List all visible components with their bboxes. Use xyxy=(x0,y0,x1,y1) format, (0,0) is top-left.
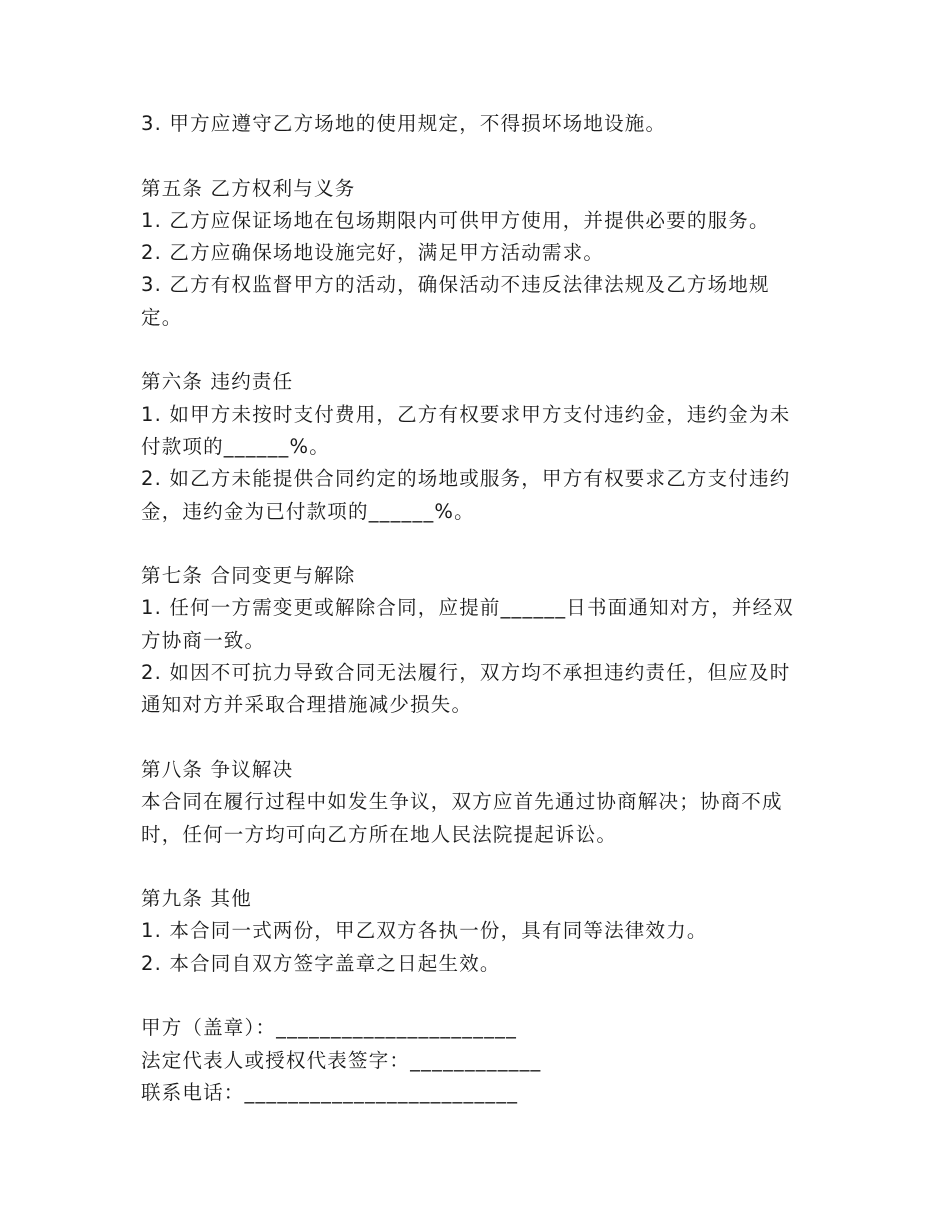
party-a-seal-field: 甲方（盖章）：______________________ xyxy=(141,1016,518,1040)
article-6-heading: 第六条 违约责任 xyxy=(141,370,294,394)
spacer xyxy=(141,528,809,560)
article-5-heading: 第五条 乙方权利与义务 xyxy=(141,176,356,200)
clause-text: 本合同在履行过程中如发生争议，双方应首先通过协商解决；协商不成时，任何一方均可向乙方所在地人民法院提起诉讼。 xyxy=(141,790,783,846)
clause-item: 2. 如因不可抗力导致合同无法履行，双方均不承担违约责任，但应及时通知对方并采取合理措施减少损失。 xyxy=(141,661,791,717)
article-7-heading: 第七条 合同变更与解除 xyxy=(141,564,356,588)
clause-item: 2. 本合同自双方签字盖章之日起生效。 xyxy=(141,951,501,975)
contract-page xyxy=(141,108,809,1109)
clause-item: 3. 乙方有权监督甲方的活动，确保活动不违反法律法规及乙方场地规定。 xyxy=(141,273,770,329)
clause-item: 2. 如乙方未能提供合同约定的场地或服务，甲方有权要求乙方支付违约金，违约金为已付款项的______%。 xyxy=(141,467,791,523)
spacer xyxy=(141,334,809,366)
phone-field: 联系电话：_________________________ xyxy=(141,1080,519,1104)
clause-item: 3. 甲方应遵守乙方场地的使用规定，不得损坏场地设施。 xyxy=(141,112,667,135)
spacer xyxy=(141,851,809,883)
clause-item: 1. 任何一方需变更或解除合同，应提前______日书面通知对方，并经双方协商一致。 xyxy=(141,596,795,652)
clause-item: 1. 本合同一式两份，甲乙双方各执一份，具有同等法律效力。 xyxy=(141,919,708,943)
article-8-heading: 第八条 争议解决 xyxy=(141,757,294,781)
clause-item: 1. 如甲方未按时支付费用，乙方有权要求甲方支付违约金，违约金为未付款项的______%。 xyxy=(141,402,791,458)
spacer xyxy=(141,140,809,172)
spacer xyxy=(141,722,809,754)
clause-item: 2. 乙方应确保场地设施完好，满足甲方活动需求。 xyxy=(141,241,605,265)
clause-item: 1. 乙方应保证场地在包场期限内可供甲方使用，并提供必要的服务。 xyxy=(141,208,770,232)
spacer xyxy=(141,980,809,1012)
representative-signature-field: 法定代表人或授权代表签字：____________ xyxy=(141,1048,542,1072)
article-9-heading: 第九条 其他 xyxy=(141,887,252,911)
